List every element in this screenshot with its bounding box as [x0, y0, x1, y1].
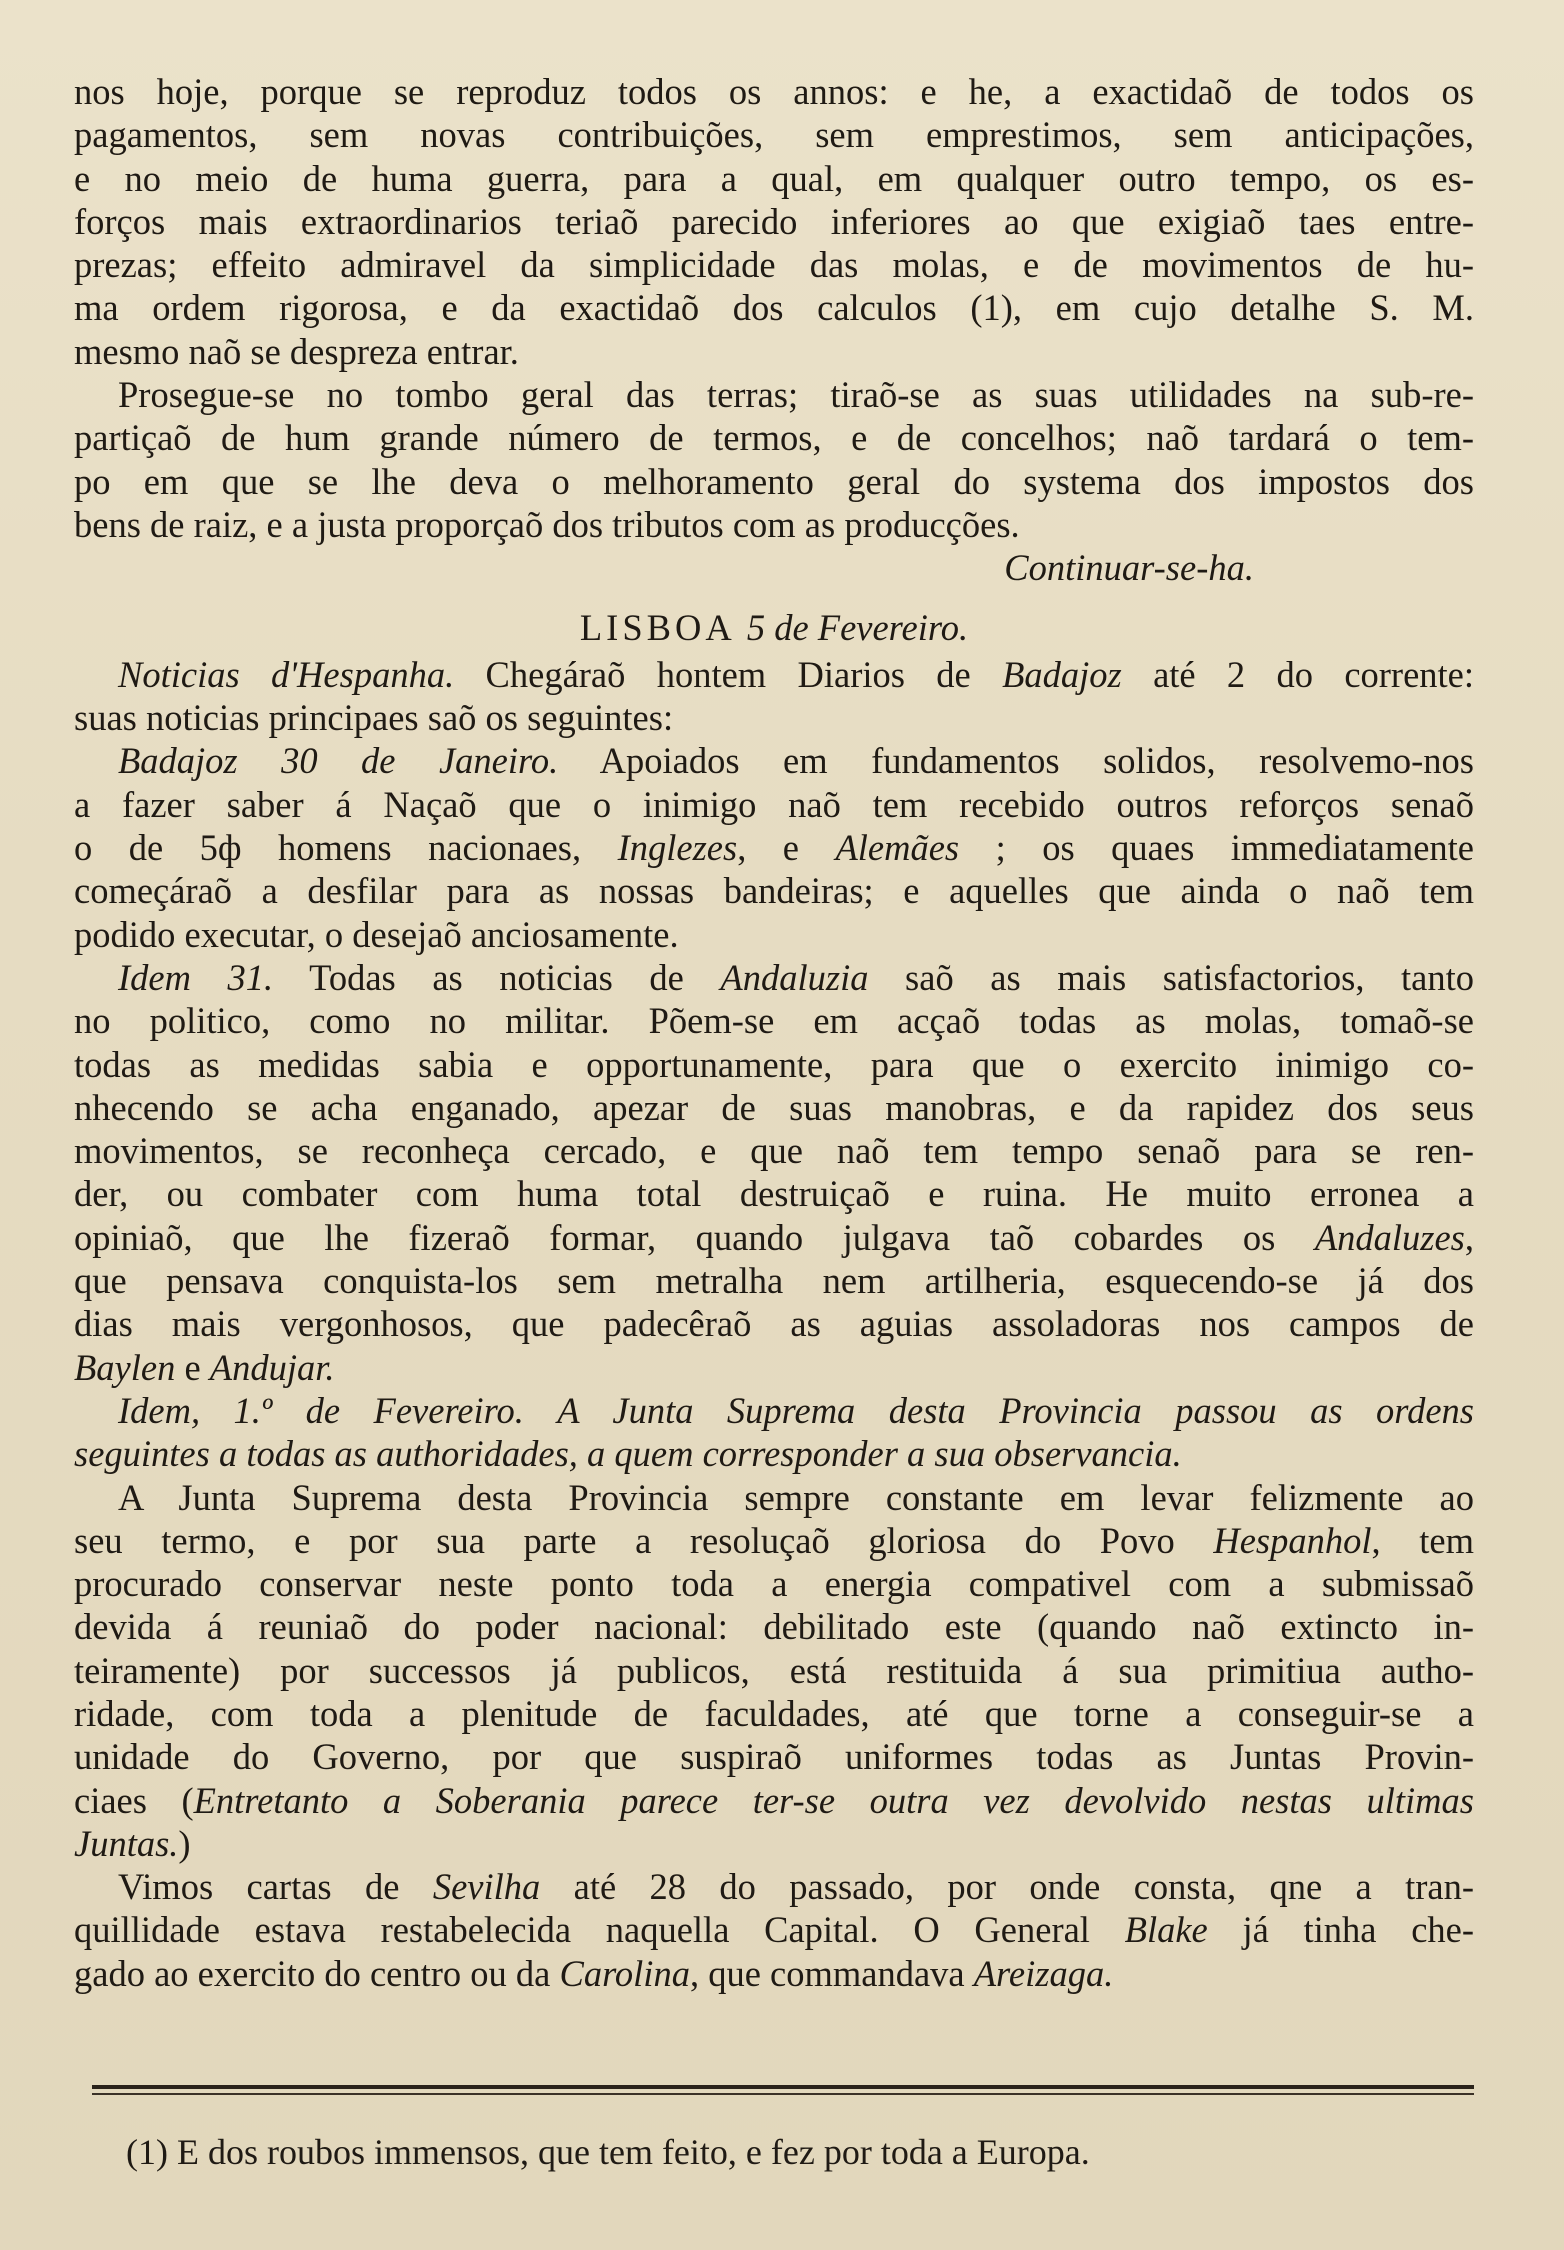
text-line: ciaes (Entretanto a Soberania parece ter-se outra vez devolvido nestas ultimas [74, 1779, 1474, 1821]
text-line: teiramente) por successos já publicos, está restituida á sua primitiua autho- [74, 1649, 1474, 1691]
text-line: A Junta Suprema desta Provincia sempre constante em levar felizmente ao [118, 1476, 1474, 1518]
text-line: Juntas.) [74, 1822, 191, 1864]
text-line: dias mais vergonhosos, que padecêraõ as aguias assoladoras nos campos de [74, 1303, 1474, 1345]
lead-in: Idem 31. [118, 956, 274, 998]
text-line: nos hoje, porque se reproduz todos os annos: e he, a exactidaõ de todos os [74, 71, 1474, 112]
lead-in: Badajoz 30 de Janeiro. [118, 740, 559, 782]
text-line: der, ou combater com huma total destruiçaõ e ruina. He muito erronea a [74, 1173, 1474, 1215]
text-line: ridade, com toda a plenitude de faculdades, até que torne a conseguir-se a [74, 1692, 1474, 1734]
text-line: mesmo naõ se despreza entrar. [74, 330, 519, 372]
section-heading [74, 606, 1474, 649]
text-line: e no meio de huma guerra, para a qual, em qualquer outro tempo, os es- [74, 157, 1474, 199]
text-line: todas as medidas sabia e opportunamente, para que o exercito inimigo co- [74, 1043, 1474, 1085]
text-line: unidade do Governo, por que suspiraõ uniformes todas as Juntas Provin- [74, 1736, 1474, 1778]
text-line: pagamentos, sem novas contribuições, sem emprestimos, sem anticipações, [74, 114, 1474, 156]
heading-city: LISBOA [579, 606, 734, 648]
text-line: movimentos, se reconheça cercado, e que naõ tem tempo senaõ para se ren- [74, 1130, 1474, 1172]
paragraph-andalusia [74, 956, 1474, 1389]
paragraph-land-registry [74, 373, 1474, 546]
text-line: Idem, 1.º de Fevereiro. A Junta Suprema desta Provincia passou as ordens [118, 1389, 1474, 1431]
paragraph-junta-suprema [74, 1476, 1474, 1866]
paragraph-spain-news [74, 653, 1474, 740]
text-line: seu termo, e por sua parte a resoluçaõ gloriosa do Povo Hespanhol, tem [74, 1519, 1475, 1561]
text-line: forços mais extraordinarios teriaõ parecido inferiores ao que exigiaõ taes entre- [74, 200, 1474, 242]
text-line: Baylen e Andujar. [74, 1346, 335, 1388]
text-line: partiçaõ de hum grande número de termos, e de concelhos; naõ tardará o tem- [74, 417, 1474, 459]
body-text [74, 70, 1474, 1995]
footnote: (1) E dos roubos immensos, que tem feito, e fez por toda a Europa. [126, 2132, 1090, 2172]
text-line: Noticias d'Hespanha. Chegáraõ hontem Diarios de Badajoz até 2 do corrente: [118, 653, 1475, 695]
text-line: quillidade estava restabelecida naquella Capital. O General Blake já tinha che- [74, 1909, 1475, 1951]
footnote-divider-thin [92, 2093, 1474, 2095]
text-line: gado ao exercito do centro ou da Carolina, que commandava Areizaga. [74, 1952, 1114, 1994]
text-line: que pensava conquista-los sem metralha nem artilheria, esquecendo-se já dos [74, 1260, 1474, 1302]
lead-in: Idem, 1.º de Fevereiro. [118, 1389, 524, 1431]
text-line: procurado conservar neste ponto toda a energia compativel com a submissaõ [74, 1563, 1474, 1605]
continuation-note: Continuar-se-ha. [1004, 547, 1254, 589]
text-line: bens de raiz, e a justa proporçaõ dos tributos com as producções. [74, 503, 1020, 545]
text-line: devida á reuniaõ do poder nacional: debilitado este (quando naõ extincto in- [74, 1606, 1474, 1648]
footnote-divider [92, 2085, 1474, 2089]
text-line: opiniaõ, que lhe fizeraõ formar, quando julgava taõ cobardes os Andaluzes, [74, 1216, 1475, 1258]
text-line: Prosegue-se no tombo geral das terras; tiraõ-se as suas utilidades na sub-re- [118, 374, 1474, 416]
text-line: no politico, como no militar. Põem-se em acçaõ todas as molas, tomaõ-se [74, 1000, 1474, 1042]
text-line: nhecendo se acha enganado, apezar de suas manobras, e da rapidez dos seus [74, 1086, 1474, 1128]
text-line: a fazer saber á Naçaõ que o inimigo naõ tem recebido outros reforços senaõ [74, 783, 1474, 825]
text-line: seguintes a todas as authoridades, a quem corresponder a sua observancia. [74, 1433, 1182, 1475]
text-line: começáraõ a desfilar para as nossas bandeiras; e aquelles que ainda o naõ tem [74, 870, 1474, 912]
lead-in: Noticias d'Hespanha. [118, 653, 455, 695]
text-line: suas noticias principaes saõ os seguintes: [74, 697, 674, 739]
paragraph-sevilha [74, 1865, 1474, 1995]
text-line: Badajoz 30 de Janeiro. Apoiados em fundamentos solidos, resolvemo-nos [118, 740, 1474, 782]
paragraph-badajoz [74, 739, 1474, 955]
text-line: o de 5ф homens nacionaes, Inglezes, e Alemães ; os quaes immediatamente [74, 827, 1475, 869]
text-line: ma ordem rigorosa, e da exactidaõ dos calculos (1), em cujo detalhe S. M. [74, 287, 1474, 329]
text-line: prezas; effeito admiravel da simplicidade das molas, e de movimentos de hu- [74, 244, 1474, 286]
paragraph-finances [74, 70, 1474, 373]
text-line: po em que se lhe deva o melhoramento geral do systema dos impostos dos [74, 460, 1474, 502]
text-line: Idem 31. Todas as noticias de Andaluzia saõ as mais satisfactorios, tanto [118, 956, 1475, 998]
text-line: Vimos cartas de Sevilha até 28 do passado, por onde consta, qne a tran- [118, 1866, 1474, 1908]
paragraph-junta-orders [74, 1389, 1474, 1476]
text-line: podido executar, o desejaõ anciosamente. [74, 913, 679, 955]
heading-date: 5 de Fevereiro. [746, 606, 969, 648]
